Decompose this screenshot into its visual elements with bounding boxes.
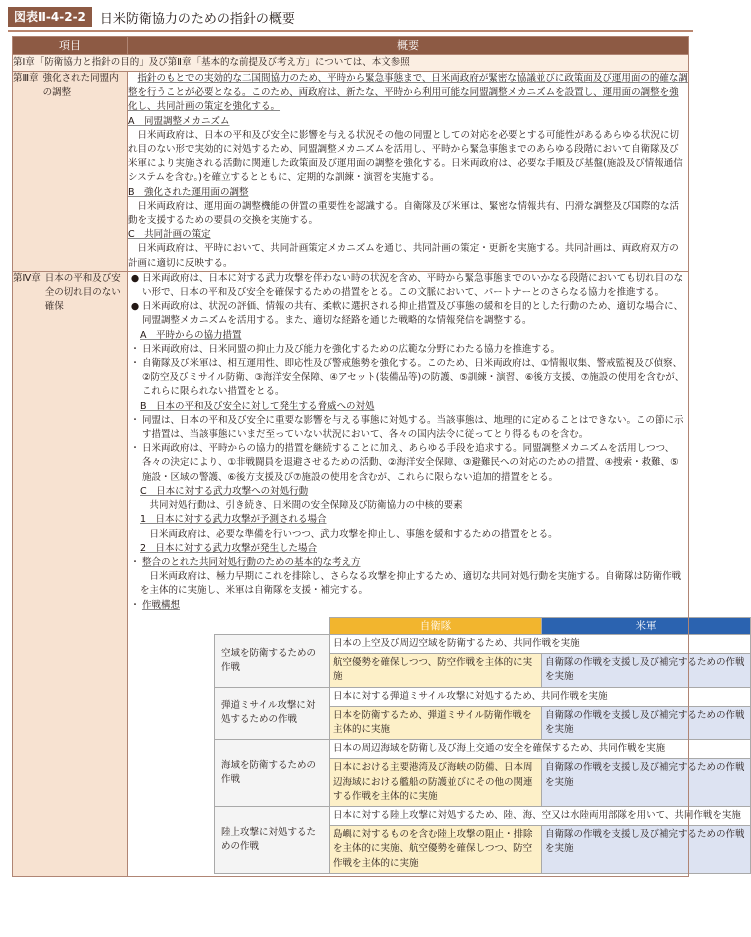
dot-marker: ・: [130, 414, 140, 426]
sub-title: 整合のとれた共同対処行動のための基本的な考え方: [142, 556, 361, 568]
ops-operation-name: 海域を防衛するための作戦: [215, 740, 330, 807]
ops-us-text: 自衛隊の作戦を支援し及び補完するための作戦を実施: [542, 826, 751, 874]
ops-jsdf-text: 日本を防衛するため、弾道ミサイル防衛作戦を主体的に実施: [330, 706, 542, 739]
chapter3-a-title: A 同盟調整メカニズム: [128, 115, 230, 127]
chapter4-body: [128, 271, 745, 876]
chapter3-b-title: B 強化された運用面の調整: [128, 186, 249, 198]
chapter4-name: 日本の平和及び安全の切れ目のない確保: [44, 272, 121, 312]
chapter3-label: [13, 72, 128, 272]
ops-joint-text: 日本の周辺海域を防衛し及び海上交通の安全を確保するため、共同作戦を実施: [330, 740, 751, 759]
chapter3-name: 強化された同盟内の調整: [42, 73, 119, 98]
chapter3-intro: 指針のもとでの実効的な二国間協力のため、平時から緊急事態まで、日米両政府が緊密な協議並びに政策面及び運用面の的確な調整を行うことが必要となる。このため、両政府は、新たな、平時から利用可能な同盟調整メカニズムを設置し、運用面の調整を強化し、共同計画の策定を強化する。: [128, 73, 688, 113]
ops-jsdf-text: 島嶼に対するものを含む陸上攻撃の阻止・排除を主体的に実施、航空優勢を確保しつつ、防空作戦を主体的に実施: [330, 826, 542, 874]
operations-table: [214, 617, 751, 874]
sub-title: 作戦構想: [142, 599, 181, 611]
ops-header-jsdf: 自衛隊: [330, 617, 542, 634]
chapter3-number: 第Ⅲ章: [13, 73, 39, 84]
dot-marker: ・: [130, 556, 140, 568]
item-text: 日米両政府は、日米同盟の抑止力及び能力を強化するための広範な分野にわたる協力を推進する。: [142, 343, 561, 355]
ops-row: [215, 806, 751, 825]
item-text: 自衛隊及び米軍は、相互運用性、即応性及び警戒態勢を強化する。このため、日米両政府は、①情報収集、警戒監視及び偵察、②防空及びミサイル防衛、③海洋安全保障、④アセット(装備品等)の防護、⑤訓練・演習、⑥後方支援、⑦施設の使用を含むが、これらに限られない措置をとる。: [142, 358, 685, 398]
chapter3-c-text: 日米両政府は、平時において、共同計画策定メカニズムを通じ、共同計画の策定・更新を実施する。共同計画は、両政府双方の計画に適切に反映する。: [128, 243, 679, 269]
figure-title: 日米防衛協力のための指針の概要: [99, 11, 295, 27]
ops-joint-text: 日本の上空及び周辺空域を防衛するため、共同作戦を実施: [330, 634, 751, 653]
bullet-marker: ●: [130, 272, 140, 284]
chapter4-b-title: B 日本の平和及び安全に対して発生する脅威への対処: [140, 400, 375, 412]
figure-header: [8, 6, 295, 28]
chapter4-c1-text: 日米両政府は、必要な準備を行いつつ、武力攻撃を抑止し、事態を緩和するための措置をとる。: [149, 528, 558, 540]
header-item: 項目: [13, 37, 128, 55]
dot-marker: ・: [130, 358, 140, 370]
header-row: [13, 37, 689, 55]
figure-number: 図表Ⅱ-4-2-2: [8, 7, 92, 27]
chapter4-c2-text: 日米両政府は、極力早期にこれを排除し、さらなる攻撃を抑止するため、適切な共同対処行動を実施する。自衛隊は防衛作戦を主体的に実施し、米軍は自衛隊を支援・補完する。: [140, 571, 682, 597]
ops-us-text: 自衛隊の作戦を支援し及び補完するための作戦を実施: [542, 759, 751, 807]
ops-row: [215, 634, 751, 653]
item-text: 同盟は、日本の平和及び安全に重要な影響を与える事態に対処する。当該事態は、地理的に定めることはできない。この節に示す措置は、当該事態にいまだ至っていない状況において、各々の国内法令に従ってとり得るものを含む。: [142, 414, 684, 441]
ops-row: [215, 740, 751, 759]
chapter4-number: 第Ⅳ章: [13, 272, 41, 284]
bullet-marker: ●: [130, 301, 140, 313]
chapter3-row: [13, 72, 689, 272]
chapter4-c2-sub2: [128, 599, 688, 613]
chapter4-row: [13, 271, 689, 876]
ops-us-text: 自衛隊の作戦を支援し及び補完するための作戦を実施: [542, 654, 751, 687]
ops-joint-text: 日本に対する弾道ミサイル攻撃に対処するため、共同作戦を実施: [330, 687, 751, 706]
chapter4-c-title: C 日本に対する武力攻撃への対処行動: [140, 485, 309, 497]
chapter4-bullet-2: [128, 300, 688, 328]
chapter3-c-title: C 共同計画の策定: [128, 229, 211, 241]
ops-joint-text: 日本に対する陸上攻撃に対処するため、陸、海、空又は水陸両用部隊を用いて、共同作戦を実施: [330, 806, 751, 825]
ops-us-text: 自衛隊の作戦を支援し及び補完するための作戦を実施: [542, 706, 751, 739]
chapter3-b-text: 日米両政府は、運用面の調整機能の併置の重要性を認識する。自衛隊及び米軍は、緊密な情報共有、円滑な調整及び国際的な活動を支援するための要員の交換を実施する。: [128, 200, 680, 227]
ops-jsdf-text: 航空優勢を確保しつつ、防空作戦を主体的に実施: [330, 654, 542, 687]
header-summary: 概要: [128, 37, 689, 55]
dot-marker: ・: [130, 343, 140, 355]
bullet-text: 日米両政府は、状況の評価、情報の共有、柔軟に選択される抑止措置及び事態の緩和を目的とした行動のため、適切な場合に、同盟調整メカニズムを活用する。また、適切な経路を通じた戦略的な情報発信を調整する。: [142, 301, 684, 327]
chapter4-c2-title: 2 日本に対する武力攻撃が発生した場合: [140, 542, 318, 554]
ops-header-blank: [215, 617, 330, 634]
guidelines-table: [12, 36, 745, 877]
ops-row: [215, 687, 751, 706]
chapter3-a-text: 日米両政府は、日本の平和及び安全に影響を与える状況その他の同盟としての対応を必要とする可能性があるあらゆる状況に切れ目のない形で実効的に対処するため、同盟調整メカニズムを活用し、平時から緊急事態までのあらゆる段階において自衛隊及び米軍により実施される活動に関連した政策面及び運用面の調整を強化する。日米両政府は、必要な手順及び基盤(施設及び情報通信システムを含む。)を確立するとともに、定期的な訓練・演習を実施する。: [128, 129, 683, 184]
chapter4-a-title: A 平時からの協力措置: [140, 329, 242, 341]
ops-jsdf-text: 日本における主要港湾及び海峡の防備、日本周辺海域における艦船の防護並びにその他の関連する作戦を主体的に実施: [330, 759, 542, 807]
reference-row: [13, 55, 689, 72]
ops-header-row: [215, 617, 751, 634]
ops-operation-name: 空域を防衛するための作戦: [215, 634, 330, 687]
ops-header-us: 米軍: [542, 617, 751, 634]
item-text: 日米両政府は、平時からの協力的措置を継続することに加え、あらゆる手段を追求する。同盟調整メカニズムを活用しつつ、各々の決定により、①非戦闘員を退避させるための活動、②海洋安全保障、③避難民への対応のための措置、④捜索・救難、⑤施設・区域の警護、⑥後方支援及び⑦施設の使用を含むが、これらに限らない追加的措置をとる。: [142, 443, 679, 483]
chapter4-label: [13, 271, 128, 876]
dot-marker: ・: [130, 599, 140, 611]
chapter4-a-item-2: [128, 357, 688, 400]
chapter4-b-item-1: [128, 414, 688, 442]
dot-marker: ・: [130, 443, 140, 455]
chapter4-a-item-1: [128, 343, 688, 357]
ops-operation-name: 弾道ミサイル攻撃に対処するための作戦: [215, 687, 330, 740]
chapter4-bullet-1: [128, 272, 688, 300]
chapter4-c-intro: 共同対処行動は、引き続き、日米間の安全保障及び防衛協力の中核的要素: [149, 500, 463, 512]
ops-operation-name: 陸上攻撃に対処するための作戦: [215, 806, 330, 873]
chapter4-c2-sub: [128, 556, 688, 570]
chapter4-b-item-2: [128, 442, 688, 485]
chapter4-c1-title: 1 日本に対する武力攻撃が予測される場合: [140, 514, 327, 526]
reference-text: 第Ⅰ章「防衛協力と指針の目的」及び第Ⅱ章「基本的な前提及び考え方」については、本文参照: [13, 55, 689, 72]
title-rule: [8, 30, 693, 32]
bullet-text: 日米両政府は、日本に対する武力攻撃を伴わない時の状況を含め、平時から緊急事態までのいかなる段階においても切れ目のない形で、日本の平和及び安全を確保するための措置をとる。この文脈において、パートナーとのさらなる協力を推進する。: [142, 272, 684, 299]
chapter3-body: [128, 72, 689, 272]
